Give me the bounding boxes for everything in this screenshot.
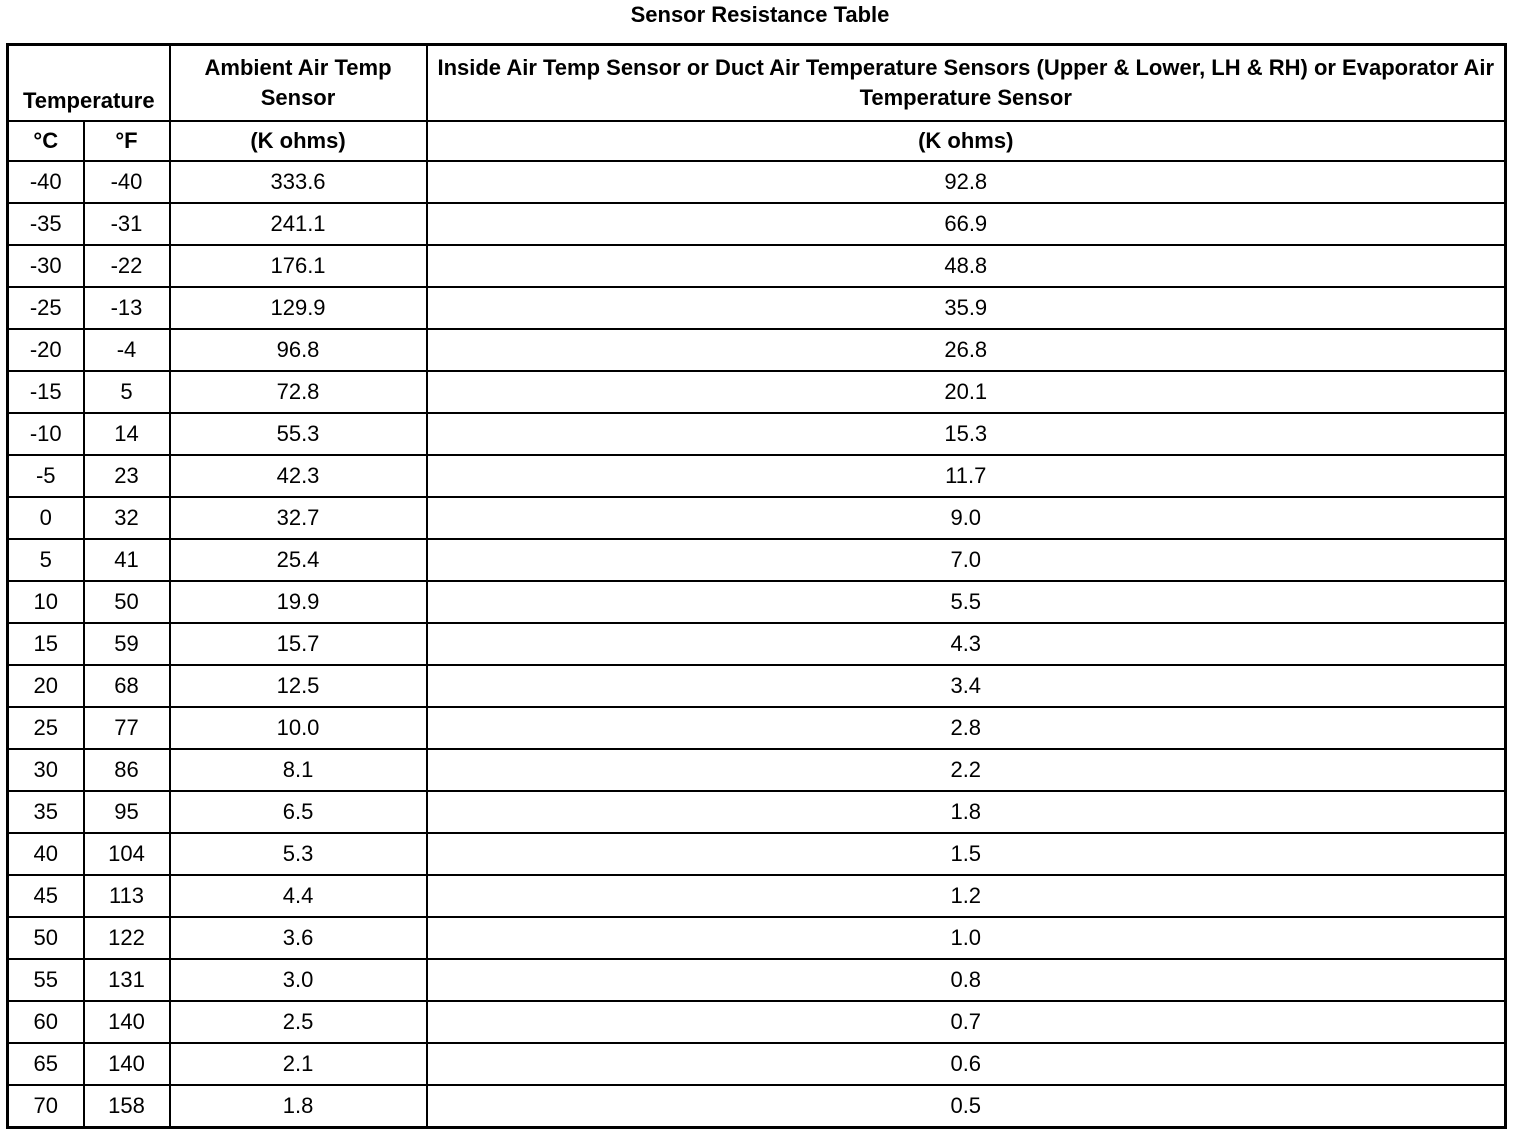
celsius-cell: 50: [8, 917, 84, 959]
fahrenheit-cell: -40: [84, 161, 170, 203]
ambient-resistance-cell: 32.7: [170, 497, 427, 539]
ambient-resistance-cell: 15.7: [170, 623, 427, 665]
sensor-resistance-table: [6, 43, 1507, 1129]
fahrenheit-cell: 41: [84, 539, 170, 581]
table-row: [8, 455, 1506, 497]
celsius-cell: 65: [8, 1043, 84, 1085]
celsius-cell: 15: [8, 623, 84, 665]
celsius-cell: -5: [8, 455, 84, 497]
inside-resistance-cell: 1.8: [427, 791, 1506, 833]
fahrenheit-cell: 95: [84, 791, 170, 833]
fahrenheit-cell: 122: [84, 917, 170, 959]
inside-resistance-cell: 92.8: [427, 161, 1506, 203]
ambient-resistance-cell: 2.1: [170, 1043, 427, 1085]
celsius-cell: -30: [8, 245, 84, 287]
table-row: [8, 707, 1506, 749]
fahrenheit-cell: -22: [84, 245, 170, 287]
inside-resistance-cell: 1.2: [427, 875, 1506, 917]
unit-row: [8, 121, 1506, 161]
celsius-cell: 40: [8, 833, 84, 875]
inside-resistance-cell: 0.5: [427, 1085, 1506, 1128]
table-row: [8, 497, 1506, 539]
celsius-cell: 60: [8, 1001, 84, 1043]
celsius-cell: -35: [8, 203, 84, 245]
ambient-resistance-cell: 3.0: [170, 959, 427, 1001]
ambient-resistance-cell: 19.9: [170, 581, 427, 623]
table-row: [8, 329, 1506, 371]
table-row: [8, 791, 1506, 833]
celsius-cell: 30: [8, 749, 84, 791]
table-row: [8, 833, 1506, 875]
inside-resistance-cell: 1.5: [427, 833, 1506, 875]
inside-resistance-cell: 2.8: [427, 707, 1506, 749]
inside-resistance-cell: 0.8: [427, 959, 1506, 1001]
inside-sensor-header: Inside Air Temp Sensor or Duct Air Temperature Sensors (Upper & Lower, LH & RH) or Evaporator Air Temperature Sensor: [427, 45, 1506, 122]
fahrenheit-cell: 140: [84, 1043, 170, 1085]
celsius-cell: 70: [8, 1085, 84, 1128]
inside-resistance-cell: 26.8: [427, 329, 1506, 371]
ambient-resistance-cell: 4.4: [170, 875, 427, 917]
fahrenheit-unit-header: °F: [84, 121, 170, 161]
table-row: [8, 245, 1506, 287]
ambient-resistance-cell: 333.6: [170, 161, 427, 203]
inside-resistance-cell: 5.5: [427, 581, 1506, 623]
temperature-header: Temperature: [8, 45, 170, 122]
celsius-cell: -25: [8, 287, 84, 329]
page-title: Sensor Resistance Table: [630, 2, 890, 27]
ambient-resistance-cell: 72.8: [170, 371, 427, 413]
fahrenheit-cell: -13: [84, 287, 170, 329]
celsius-cell: 10: [8, 581, 84, 623]
fahrenheit-cell: 5: [84, 371, 170, 413]
inside-resistance-cell: 0.7: [427, 1001, 1506, 1043]
ambient-resistance-cell: 241.1: [170, 203, 427, 245]
table-row: [8, 539, 1506, 581]
ambient-resistance-cell: 55.3: [170, 413, 427, 455]
fahrenheit-cell: 86: [84, 749, 170, 791]
fahrenheit-cell: 23: [84, 455, 170, 497]
inside-resistance-cell: 7.0: [427, 539, 1506, 581]
fahrenheit-cell: 158: [84, 1085, 170, 1128]
celsius-cell: -40: [8, 161, 84, 203]
celsius-cell: 35: [8, 791, 84, 833]
fahrenheit-cell: 113: [84, 875, 170, 917]
inside-resistance-cell: 4.3: [427, 623, 1506, 665]
ambient-resistance-cell: 129.9: [170, 287, 427, 329]
table-row: [8, 1085, 1506, 1128]
fahrenheit-cell: 140: [84, 1001, 170, 1043]
fahrenheit-cell: 32: [84, 497, 170, 539]
celsius-unit-header: °C: [8, 121, 84, 161]
celsius-cell: -20: [8, 329, 84, 371]
ambient-resistance-cell: 10.0: [170, 707, 427, 749]
table-row: [8, 875, 1506, 917]
table-row: [8, 203, 1506, 245]
header-row: [8, 45, 1506, 122]
fahrenheit-cell: 131: [84, 959, 170, 1001]
fahrenheit-cell: 50: [84, 581, 170, 623]
ambient-resistance-cell: 1.8: [170, 1085, 427, 1128]
table-row: [8, 161, 1506, 203]
ambient-unit-header: (K ohms): [170, 121, 427, 161]
table-row: [8, 581, 1506, 623]
inside-resistance-cell: 0.6: [427, 1043, 1506, 1085]
table-row: [8, 1001, 1506, 1043]
fahrenheit-cell: 68: [84, 665, 170, 707]
ambient-resistance-cell: 42.3: [170, 455, 427, 497]
ambient-resistance-cell: 6.5: [170, 791, 427, 833]
ambient-resistance-cell: 2.5: [170, 1001, 427, 1043]
table-row: [8, 287, 1506, 329]
ambient-resistance-cell: 8.1: [170, 749, 427, 791]
inside-resistance-cell: 48.8: [427, 245, 1506, 287]
celsius-cell: 55: [8, 959, 84, 1001]
celsius-cell: 0: [8, 497, 84, 539]
table-row: [8, 959, 1506, 1001]
celsius-cell: -10: [8, 413, 84, 455]
inside-unit-header: (K ohms): [427, 121, 1506, 161]
table-row: [8, 371, 1506, 413]
table-row: [8, 1043, 1506, 1085]
table-row: [8, 665, 1506, 707]
inside-resistance-cell: 66.9: [427, 203, 1506, 245]
ambient-resistance-cell: 5.3: [170, 833, 427, 875]
inside-resistance-cell: 20.1: [427, 371, 1506, 413]
table-row: [8, 917, 1506, 959]
inside-resistance-cell: 3.4: [427, 665, 1506, 707]
table-body: [8, 161, 1506, 1128]
ambient-resistance-cell: 176.1: [170, 245, 427, 287]
fahrenheit-cell: -4: [84, 329, 170, 371]
ambient-sensor-header: Ambient Air Temp Sensor: [170, 45, 427, 122]
fahrenheit-cell: 59: [84, 623, 170, 665]
ambient-resistance-cell: 96.8: [170, 329, 427, 371]
table-row: [8, 623, 1506, 665]
inside-resistance-cell: 9.0: [427, 497, 1506, 539]
inside-resistance-cell: 15.3: [427, 413, 1506, 455]
celsius-cell: 20: [8, 665, 84, 707]
ambient-resistance-cell: 25.4: [170, 539, 427, 581]
ambient-resistance-cell: 3.6: [170, 917, 427, 959]
celsius-cell: 25: [8, 707, 84, 749]
celsius-cell: 45: [8, 875, 84, 917]
fahrenheit-cell: 77: [84, 707, 170, 749]
fahrenheit-cell: 104: [84, 833, 170, 875]
table-row: [8, 749, 1506, 791]
table-row: [8, 413, 1506, 455]
ambient-resistance-cell: 12.5: [170, 665, 427, 707]
inside-resistance-cell: 35.9: [427, 287, 1506, 329]
inside-resistance-cell: 11.7: [427, 455, 1506, 497]
celsius-cell: -15: [8, 371, 84, 413]
inside-resistance-cell: 1.0: [427, 917, 1506, 959]
inside-resistance-cell: 2.2: [427, 749, 1506, 791]
celsius-cell: 5: [8, 539, 84, 581]
fahrenheit-cell: -31: [84, 203, 170, 245]
fahrenheit-cell: 14: [84, 413, 170, 455]
